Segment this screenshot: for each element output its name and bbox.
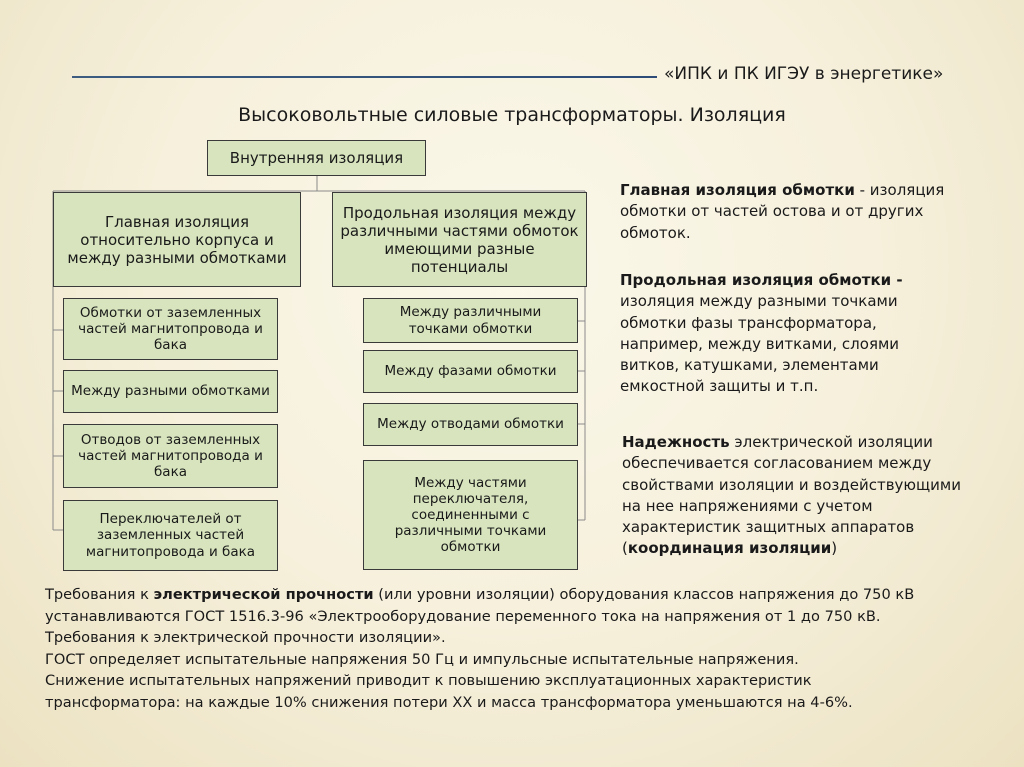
long-item-label: Между отводами обмотки [377,416,564,433]
bottom-line: Требования к электрической прочности изоляции». [45,629,446,647]
bottom-line [45,584,1015,606]
slide-title: Высоковольтные силовые трансформаторы. Изоляция [238,104,786,126]
bottom-line: ГОСТ определяет испытательные напряжения 50 Гц и импульсные испытательные напряжения. [45,650,799,668]
reliability-term: Надежность [622,433,730,451]
electric-strength-term: электрической прочности [153,586,374,603]
main-item-label: Между разными обмотками [71,383,270,400]
bottom-line: трансформатора: на каждые 10% снижения потери ХХ и масса трансформатора уменьшаются на 4-6%. [45,693,853,711]
header-divider-line [72,76,657,78]
main-insulation-box [53,192,301,287]
diagram-root-label: Внутренняя изоляция [229,149,404,167]
main-item-box [63,370,278,413]
header-title: «ИПК и ПК ИГЭУ в энергетике» [664,64,944,84]
reliability-text-end: ) [831,539,838,558]
bottom-paragraph [45,584,1015,714]
diagram-root-box [207,140,426,176]
long-item-box [363,350,578,393]
long-item-label: Между различными точками обмотки [399,304,542,337]
insulation-coordination-term: координация изоляции [627,539,832,558]
main-item-label: Отводов от заземленных частей магнитопровода и бака [78,431,263,481]
bottom-line-text: (или уровни изоляции) оборудования классов напряжения до 750 кВ [373,586,915,603]
long-item-box [363,460,578,570]
main-item-label: Обмотки от заземленных частей магнитопровода и бака [78,304,263,354]
main-insulation-text: - изоляция обмотки от частей остова и от других обмоток. [620,181,945,242]
long-item-box [363,403,578,446]
longitudinal-insulation-label: Продольная изоляция между различными частями обмоток имеющими разные потенциалы [340,203,579,276]
longitudinal-insulation-box [332,192,587,287]
bottom-line-text: Требования к [45,586,154,603]
main-item-box [63,424,278,488]
reliability-text: электрической изоляции обеспечивается согласованием между свойствами изоляции и воздействующими на нее напряжениями с учетом характеристик защитных аппаратов ( [622,433,961,558]
long-item-label: Между частями переключателя, соединенными с различными точками обмотки [394,474,547,556]
reliability-paragraph [622,432,984,560]
longitudinal-insulation-definition [620,270,920,398]
main-item-box [63,298,278,360]
main-item-box [63,500,278,571]
bottom-line: устанавливаются ГОСТ 1516.3-96 «Электрооборудование переменного тока на напряжения от 1 до 750 кВ. [45,607,881,625]
long-item-box [363,298,578,343]
main-insulation-definition [620,180,990,244]
main-item-label: Переключателей от заземленных частей магнитопровода и бака [85,511,256,560]
longitudinal-insulation-text: изоляция между разными точками обмотки фазы трансформатора, например, между витками, слоями витков, катушками, элементами емкостной защиты и т.п. [620,292,900,396]
longitudinal-insulation-term: Продольная изоляция обмотки - [620,271,903,289]
long-item-label: Между фазами обмотки [384,363,557,380]
main-insulation-label: Главная изоляция относительно корпуса и между разными обмотками [67,212,287,267]
bottom-line: Снижение испытательных напряжений приводит к повышению эксплуатационных характеристик [45,672,812,690]
main-insulation-term: Главная изоляция обмотки [620,181,855,199]
